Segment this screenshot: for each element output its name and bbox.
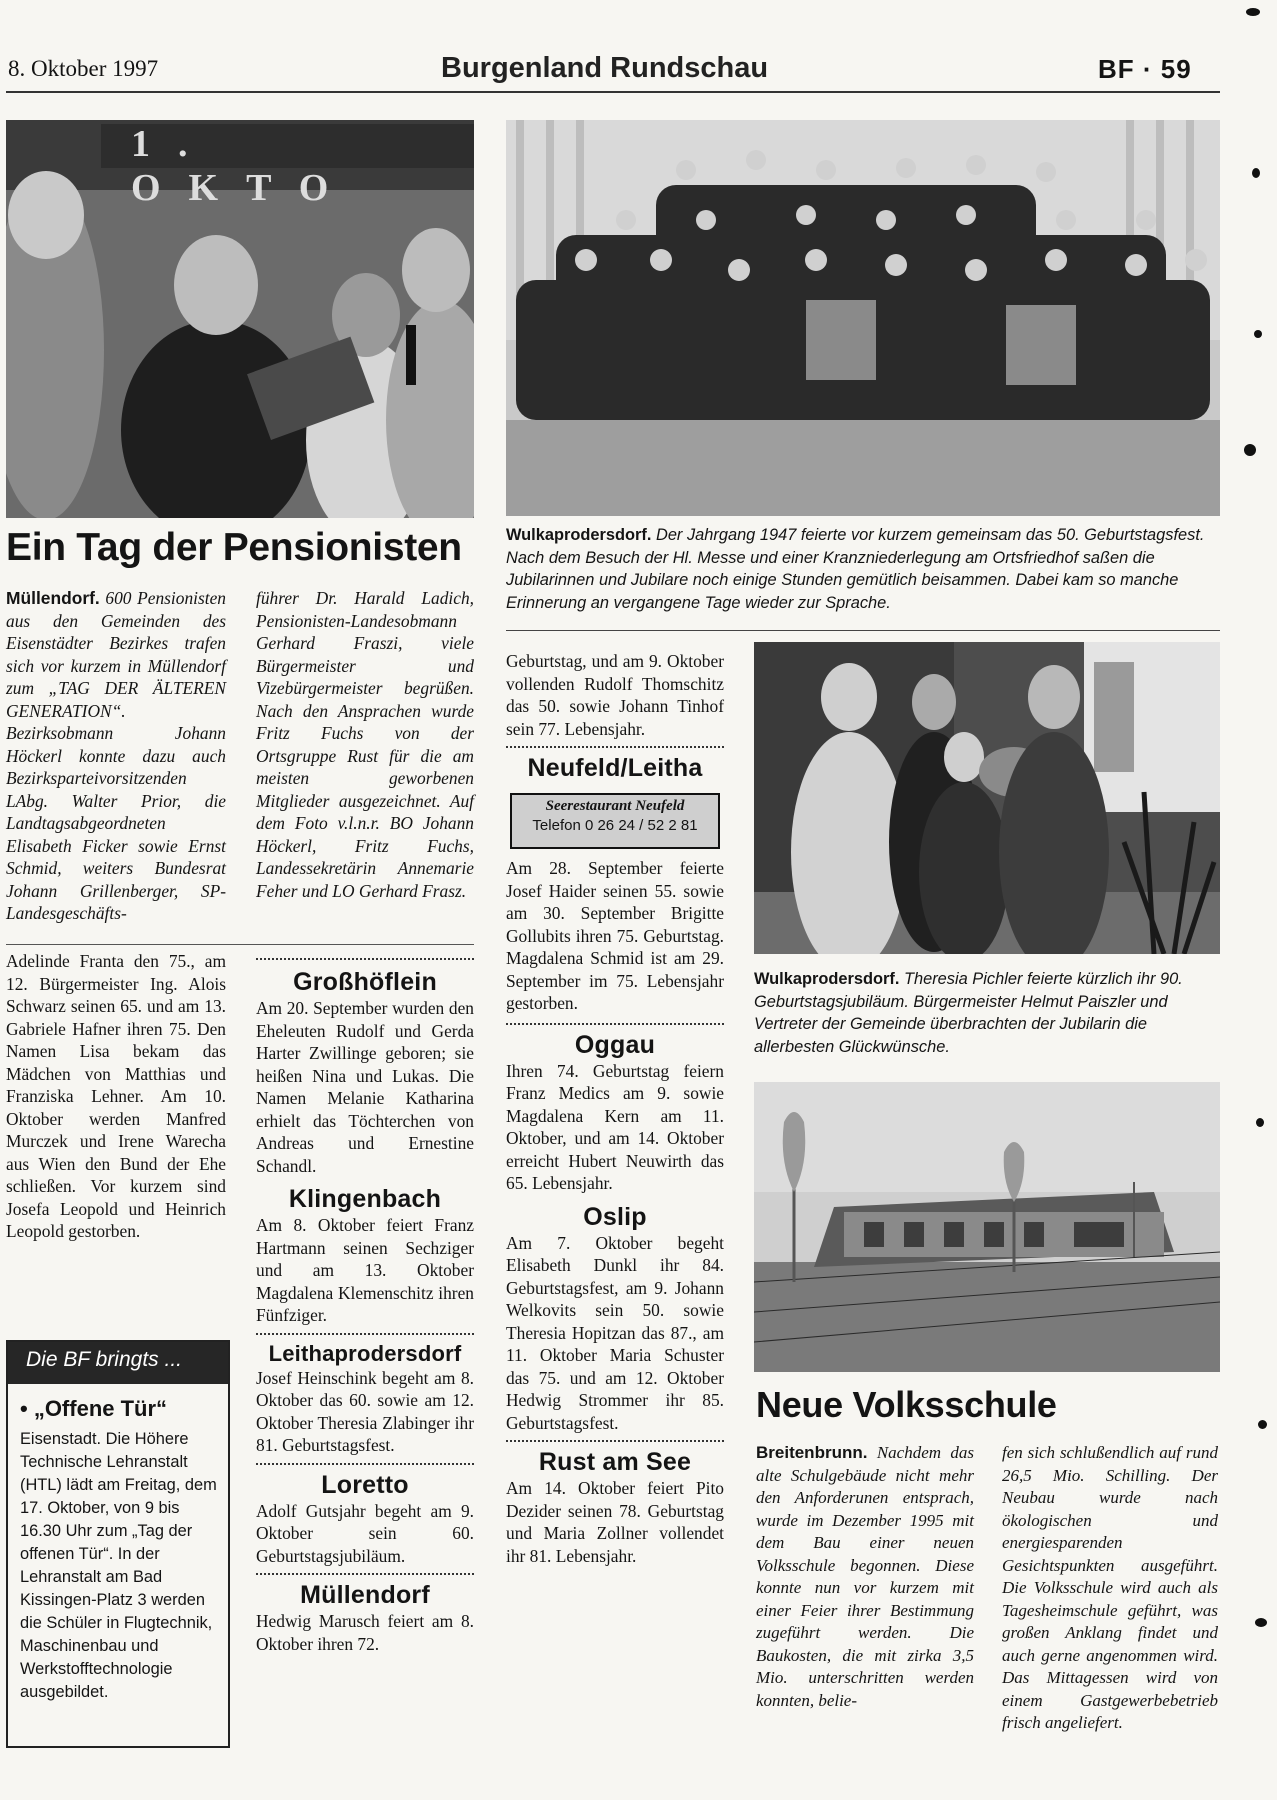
column1-continued-text [6, 950, 226, 1243]
dateline-muellendorf: Müllendorf. [6, 588, 100, 608]
heading-loretto: Loretto [321, 1470, 409, 1499]
text-rust: Am 14. Oktober feiert Pito Dezider seinen 78. Geburtstag und Maria Zollner vollendet ihr 81. Lebensjahr. [506, 1478, 724, 1566]
article-volksschule-col-a [756, 1442, 974, 1712]
caption-place: Wulkaprodersdorf. [506, 526, 652, 544]
bf-box-title: • „Offene Tür“ [20, 1396, 168, 1421]
article-text: fen sich schlußendlich auf rund 26,5 Mio. Schilling. Der Neubau wurde nach ökologischen und energiesparenden Gesichtspunkten ausgeführt. Die Volksschule wird auch als Tagesheimschule geführt, was großen Anklang findet und auch gerne angenommen wird. Das Mittagessen wird von einem Gastgewerbebetrieb frisch angeliefert. [1002, 1443, 1218, 1732]
photo-pensionisten [6, 120, 474, 518]
caption-jahrgang-1947 [506, 524, 1220, 614]
text-oslip: Am 7. Oktober begeht Elisabeth Dunkl ihr 84. Geburtstagsfest, am 9. Johann Welkovits sein 50. sowie Theresia Hopitzan das 87., am 11. Oktober Maria Schuster das 75. und am 12. Oktober Hedwig Strommer ihr 85. Geburtstagsfest. [506, 1232, 724, 1433]
bf-bringts-box [6, 1340, 230, 1748]
text-oggau: Ihren 74. Geburtstag feiern Franz Medics am 9. sowie Magdalena Kern am 11. Oktober, und am 14. Oktober erreicht Hubert Neuwirth das 65. Lebensjahr. [506, 1060, 724, 1193]
caption-rule [506, 630, 1220, 631]
issue-date: 8. Oktober 1997 [8, 56, 159, 81]
heading-rust: Rust am See [538, 1448, 692, 1476]
section-divider [256, 1333, 474, 1335]
photo-jahrgang-1947 [506, 120, 1220, 516]
heading-leithaprodersdorf: Leithaprodersdorf [268, 1340, 462, 1366]
heading-klingenbach: Klingenbach [288, 1185, 442, 1213]
scan-mark [1256, 1118, 1264, 1127]
article-text: Adelinde Franta den 75., am 12. Bürgermeister Ing. Alois Schwarz seinen 65. und am 13. Gabriele Hafner ihren 75. Den Namen Lisa bekam das Mädchen von Matthias und Franziska Lehner. Am 10. Oktober werden Manfred Murczek und Irene Warecha aus Wien den Bund der Ehe schließen. Vor kurzem sind Josefa Leopold und Heinrich Leopold gestorben. [6, 951, 226, 1241]
scan-mark [1258, 1420, 1267, 1429]
heading-grosshoeflein: Großhöflein [293, 968, 437, 996]
headline-pensionisten: Ein Tag der Pensionisten [6, 526, 462, 569]
scan-mark [1246, 8, 1260, 16]
scan-mark [1254, 330, 1262, 338]
scan-mark [1252, 168, 1260, 178]
photo-pichler [754, 642, 1220, 954]
header-rule [6, 91, 1220, 93]
caption-text: Der Jahrgang 1947 feierte vor kurzem gemeinsam das 50. Geburtstagsfest. Nach dem Besuch der Hl. Messe und einer Kranzniederlegung am Ortsfriedhof saßen die Jubilarinnen und Jubilare noch einige Stunden gemütlich beisammen. Dabei kam so manche Erinnerung an vergangene Tage wieder zur Sprache. [506, 526, 1205, 612]
ad-phone: Telefon 0 26 24 / 52 2 81 [532, 817, 698, 834]
text-loretto: Adolf Gutsjahr begeht am 9. Oktober sein 60. Geburtstagsjubiläum. [256, 1500, 474, 1566]
ad-name: Seerestaurant Neufeld [545, 798, 685, 814]
column3 [506, 650, 724, 1567]
scan-mark [1255, 1618, 1267, 1627]
article-text: führer Dr. Harald Ladich, Pensionisten-Landesobmann Gerhard Fraszi, viele Bürgermeister und Vizebürgermeister begrüßen. Nach den Ansprachen wurde Fritz Fuchs von der Ortsgruppe Rust für die am meisten geworbenen Mitglieder ausgezeichnet. Auf dem Foto v.l.n.r. BO Johann Höckerl, Fritz Fuchs, Landessekretärin Annemarie Feher und LO Gerhard Frasz. [256, 588, 474, 901]
scan-mark [1244, 444, 1256, 456]
caption-place: Wulkaprodersdorf. [754, 970, 900, 988]
bf-box-body: Eisenstadt. Die Höhere Technische Lehranstalt (HTL) lädt am Freitag, dem 17. Oktober, von 9 bis 16.30 Uhr zum „Tag der offenen Tür“. In der Lehranstalt am Bad Kissingen-Platz 3 werden die Schüler in Flugtechnik, Maschinenbau und Werkstofftechnologie ausgebildet. [20, 1430, 217, 1701]
article-pensionisten-col-b [256, 587, 474, 902]
dateline-breitenbrunn: Breitenbrunn. [756, 1443, 868, 1462]
heading-muellendorf: Müllendorf [300, 1581, 430, 1609]
article-text: 600 Pensionisten aus den Gemeinden des Eisenstädter Bezirkes trafen sich vor kurzem in Müllendorf zum „TAG DER ÄLTEREN GENERATION“. Bezirksobmann Johann Höckerl konnte dazu auch Bezirksparteivorsitzenden LAbg. Walter Prior, die Landtagsabgeordneten Elisabeth Ficker sowie Ernst Schmid, weiters Bundesrat Johann Grillenberger, SP-Landesgeschäfts- [6, 588, 226, 923]
caption-text: Theresia Pichler feierte kürzlich ihr 90. Geburtstagsjubiläum. Bürgermeister Helmut Paiszler und Vertreter der Gemeinde überbrachten der Jubilarin die allerbesten Glückwünsche. [754, 970, 1183, 1056]
heading-neufeld: Neufeld/Leitha [527, 754, 703, 782]
column2 [256, 958, 474, 1655]
text-leithaprodersdorf: Josef Heinschink begeht am 8. Oktober das 60. sowie am 12. Oktober Theresia Zlabinger ihr 81. Geburtstagsfest. [256, 1367, 474, 1455]
page-number: BF · 59 [1098, 54, 1192, 84]
ad-seerestaurant [510, 793, 720, 849]
text-muellendorf: Hedwig Marusch feiert am 8. Oktober ihren 72. [256, 1611, 474, 1654]
section-divider [506, 1440, 724, 1442]
text-neufeld: Am 28. September feierte Josef Haider seinen 55. sowie am 30. September Brigitte Gollubits ihren 75. Geburtstag. Magdalena Schmid ist am 29. September im 75. Lebensjahr gestorben. [506, 858, 724, 1013]
section-divider [506, 746, 724, 748]
article-volksschule-col-b [1002, 1442, 1218, 1735]
article-pensionisten-col-a [6, 587, 226, 925]
section-divider [256, 1573, 474, 1575]
section-divider [506, 1023, 724, 1025]
section-divider [256, 1463, 474, 1465]
text-klingenbach: Am 8. Oktober feiert Franz Hartmann seinen Sechziger und am 13. Oktober Magdalena Klemenschitz ihren Fünfziger. [256, 1215, 474, 1325]
text-column3-top: Geburtstag, und am 9. Oktober vollenden Rudolf Thomschitz das 50. sowie Johann Tinhof sein 77. Lebensjahr. [506, 651, 724, 739]
caption-pichler [754, 968, 1220, 1058]
headline-volksschule: Neue Volksschule [756, 1384, 1057, 1425]
heading-oggau: Oggau [574, 1030, 656, 1059]
photo-volksschule [754, 1082, 1220, 1372]
newspaper-title: Burgenland Rundschau [441, 52, 769, 84]
photo-banner-text: 1. OKTO [131, 123, 357, 209]
article-text: Nachdem das alte Schulgebäude nicht mehr den Anforderunen entsprach, wurde im Dezember 1995 mit dem Bau einer neuen Volksschule begonnen. Diese konnte nun vor kurzem mit einer Feier ihrer Bestimmung zugeführt werden. Die Baukosten, die mit zirka 3,5 Mio. unterschritten werden konnten, belie- [756, 1443, 974, 1710]
heading-oslip: Oslip [583, 1202, 647, 1231]
column-rule [6, 944, 474, 945]
text-grosshoeflein: Am 20. September wurden den Eheleuten Rudolf und Gerda Harter Zwillinge geboren; sie heißen Nina und Lukas. Die Namen Melanie Katharina erhielt das Töchterchen von Andreas und Ernestine Schandl. [256, 998, 474, 1176]
bf-box-header: Die BF bringts ... [8, 1342, 228, 1384]
section-divider [256, 958, 474, 960]
